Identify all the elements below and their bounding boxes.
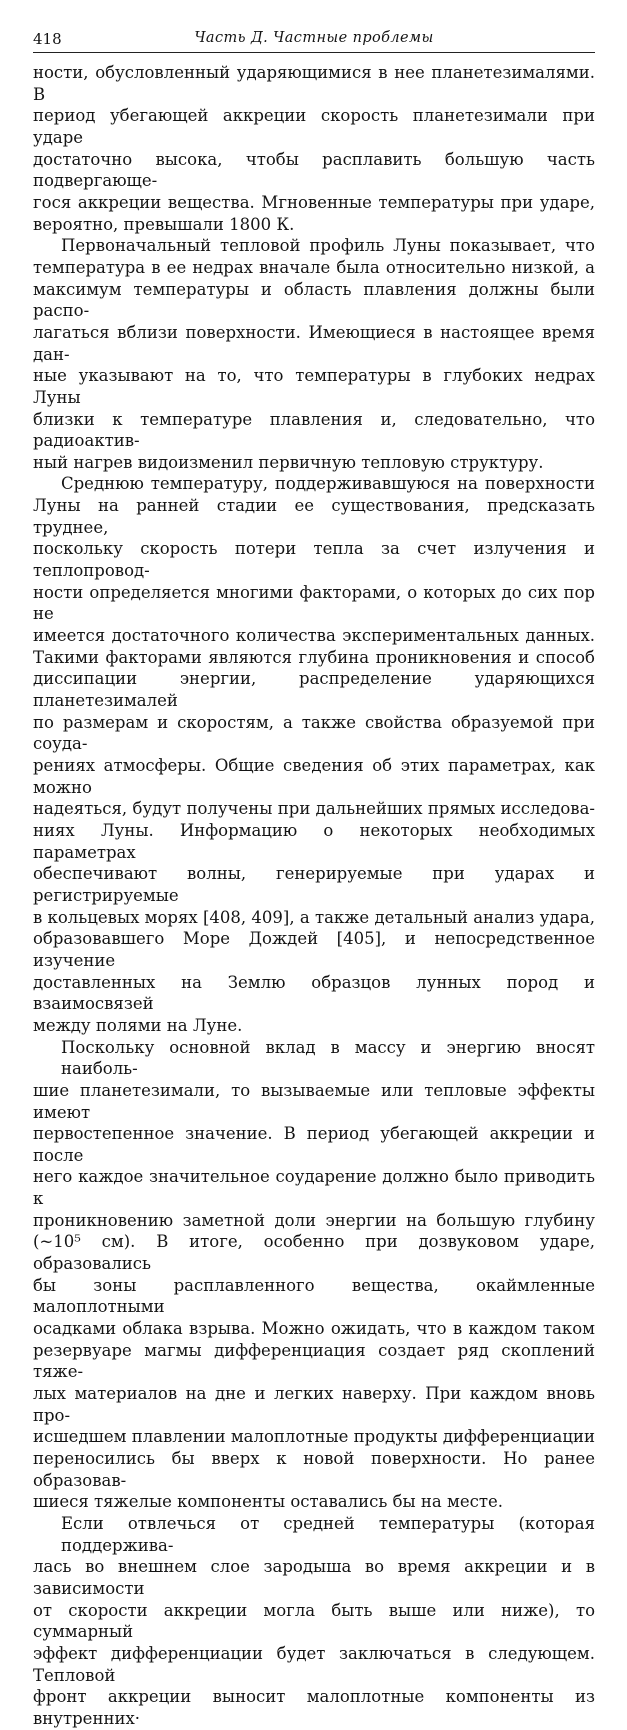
text-line: образовавшего Море Дождей [405], и непосредственное изучение <box>33 929 595 970</box>
text-line: гося аккреции вещества. Мгновенные температуры при ударе, <box>33 192 595 212</box>
body-text <box>33 62 595 1730</box>
text-line: резервуаре магмы дифференциация создает ряд скоплений тяже- <box>33 1340 595 1382</box>
text-line: в кольцевых морях [408, 409], а также детальный анализ удара, <box>33 907 595 927</box>
text-line: Если отвлечься от средней температуры (которая поддержива- <box>61 1513 595 1555</box>
paragraph <box>33 1037 595 1513</box>
text-line: Первоначальный тепловой профиль Луны показывает, что <box>61 236 595 256</box>
text-line: лагаться вблизи поверхности. Имеющиеся в настоящее время дан- <box>33 322 595 364</box>
text-line: температура в ее недрах вначале была относительно низкой, а <box>33 257 595 277</box>
paragraph <box>33 235 595 473</box>
text-line: Поскольку основной вклад в массу и энергию вносят наиболь- <box>61 1037 595 1079</box>
text-line: проникновению заметной доли энергии на большую глубину <box>33 1210 595 1230</box>
text-line: первостепенное значение. В период убегающей аккреции и после <box>33 1124 595 1165</box>
paragraph <box>33 473 595 1036</box>
text-line: ности определяется многими факторами, о которых до сих пор не <box>33 582 595 624</box>
text-line: доставленных на Землю образцов лунных пород и взаимосвязей <box>33 972 595 1014</box>
text-line: бы зоны расплавленного вещества, окаймленные малоплотными <box>33 1275 595 1317</box>
text-line: исшедшем плавлении малоплотные продукты дифференциации <box>33 1427 595 1447</box>
running-head: Часть Д. Частные проблемы <box>194 30 434 46</box>
text-line: Среднюю температуру, поддерживавшуюся на поверхности <box>61 474 595 494</box>
text-line: эффект дифференциации будет заключаться в следующем. Тепловой <box>33 1643 595 1685</box>
text-line: ный нагрев видоизменил первичную тепловую структуру. <box>33 452 544 472</box>
text-line: фронт аккреции выносит малоплотные компоненты из внутренних· <box>33 1687 595 1728</box>
text-line: лась во внешнем слое зародыша во время аккреции и в зависимости <box>33 1557 595 1598</box>
text-line: ные указывают на то, что температуры в глубоких недрах Луны <box>33 366 595 407</box>
text-line: от скорости аккреции могла быть выше или ниже), то суммарный <box>33 1600 595 1642</box>
text-line: ности, обусловленный ударяющимися в нее планетезималями. В <box>33 63 595 104</box>
text-line: поскольку скорость потери тепла за счет излучения и теплопровод- <box>33 539 595 581</box>
page-number: 418 <box>33 30 62 48</box>
text-line: достаточно высока, чтобы расплавить большую часть подвергающе- <box>33 149 595 191</box>
text-line: него каждое значительное соударение должно было приводить к <box>33 1167 595 1209</box>
text-line: переносились бы вверх к новой поверхности. Но ранее образовав- <box>33 1449 595 1490</box>
text-line: Такими факторами являются глубина проникновения и способ <box>33 647 595 667</box>
text-line: максимум температуры и область плавления должны были распо- <box>33 279 595 321</box>
text-line: по размерам и скоростям, а также свойства образуемой при соуда- <box>33 712 595 754</box>
text-line: вероятно, превышали 1800 К. <box>33 214 295 234</box>
paragraph <box>33 62 595 235</box>
text-line: имеется достаточного количества экспериментальных данных. <box>33 626 595 646</box>
text-line: (~10⁵ см). В итоге, особенно при дозвуковом ударе, образовались <box>33 1232 595 1274</box>
text-line: осадками облака взрыва. Можно ожидать, что в каждом таком <box>33 1319 595 1339</box>
paragraph <box>33 1513 595 1730</box>
text-line: шие планетезимали, то вызываемые или тепловые эффекты имеют <box>33 1080 595 1122</box>
text-line: рениях атмосферы. Общие сведения об этих параметрах, как можно <box>33 756 595 797</box>
page-header <box>33 30 595 53</box>
text-line: близки к температуре плавления и, следовательно, что радиоактив- <box>33 409 595 451</box>
text-line: между полями на Луне. <box>33 1015 243 1035</box>
text-line: Луны на ранней стадии ее существования, предсказать труднее, <box>33 496 595 537</box>
text-line: лых материалов на дне и легких наверху. При каждом вновь про- <box>33 1384 595 1425</box>
text-line: шиеся тяжелые компоненты оставались бы на месте. <box>33 1492 503 1512</box>
text-line: надеяться, будут получены при дальнейших прямых исследова- <box>33 799 595 819</box>
text-line: диссипации энергии, распределение ударяющихся планетезималей <box>33 669 595 711</box>
text-line: ниях Луны. Информацию о некоторых необходимых параметрах <box>33 820 595 862</box>
text-line: обеспечивают волны, генерируемые при ударах и регистрируемые <box>33 864 595 905</box>
text-line: период убегающей аккреции скорость планетезимали при ударе <box>33 106 595 147</box>
